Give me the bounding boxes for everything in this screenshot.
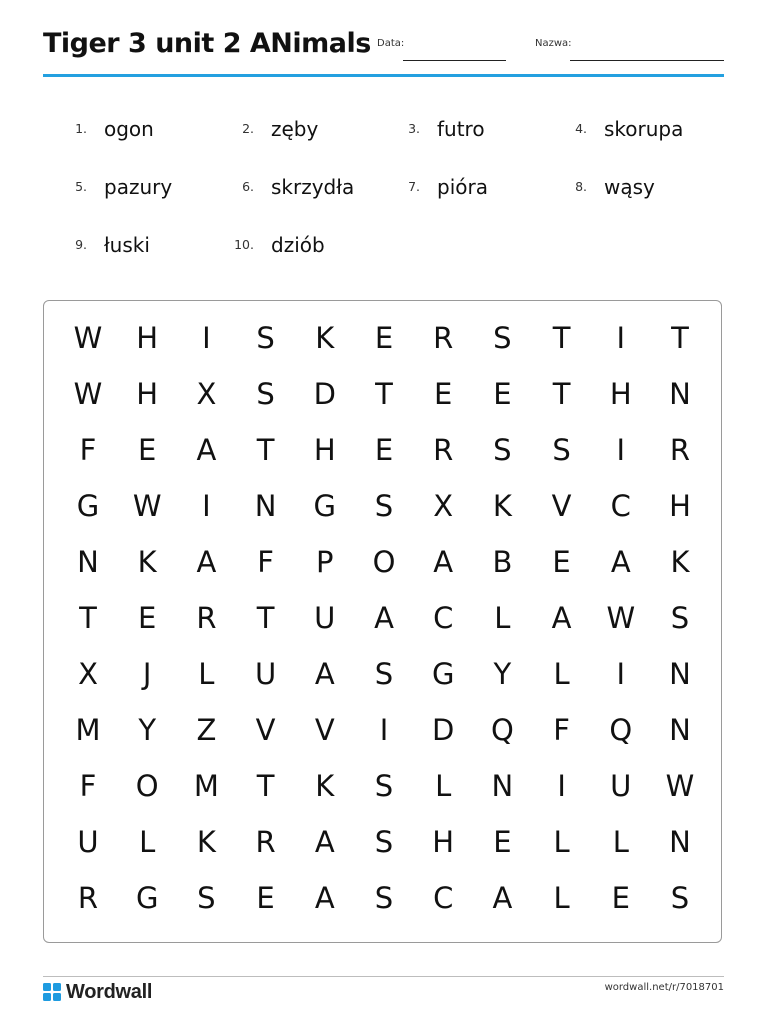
- grid-cell[interactable]: N: [669, 657, 691, 691]
- grid-cell[interactable]: I: [202, 489, 211, 523]
- word-list-item: [376, 173, 536, 203]
- grid-cell[interactable]: G: [313, 489, 337, 523]
- grid-cell[interactable]: S: [374, 489, 394, 523]
- word-text: łuski: [104, 233, 150, 257]
- grid-cell[interactable]: N: [669, 713, 691, 747]
- word-text: pazury: [104, 175, 173, 199]
- grid-cell[interactable]: T: [552, 321, 571, 355]
- grid-cell[interactable]: N: [77, 545, 99, 579]
- word-list-item: [210, 231, 370, 261]
- grid-cell[interactable]: G: [135, 881, 159, 915]
- word-number: 5.: [75, 179, 87, 194]
- word-list-item: [543, 115, 703, 145]
- grid-row: [44, 478, 721, 534]
- grid-cell[interactable]: T: [256, 601, 275, 635]
- grid-cell[interactable]: N: [491, 769, 514, 803]
- word-list-item: [543, 173, 703, 203]
- grid-cell[interactable]: S: [256, 377, 275, 411]
- grid-cell[interactable]: K: [492, 489, 512, 523]
- grid-cell[interactable]: A: [551, 601, 572, 635]
- word-search-grid: [43, 300, 722, 943]
- grid-row: [44, 534, 721, 590]
- grid-cell[interactable]: Y: [493, 657, 512, 691]
- grid-cell[interactable]: H: [609, 377, 632, 411]
- grid-cell[interactable]: X: [78, 657, 98, 691]
- grid-row: [44, 870, 721, 926]
- word-text: wąsy: [604, 175, 655, 199]
- word-number: 3.: [408, 121, 420, 136]
- grid-cell[interactable]: E: [138, 433, 157, 467]
- grid-cell[interactable]: H: [136, 377, 159, 411]
- grid-cell[interactable]: P: [316, 545, 334, 579]
- grid-cell[interactable]: S: [374, 657, 394, 691]
- grid-cell[interactable]: W: [606, 601, 636, 635]
- grid-cell[interactable]: W: [132, 489, 162, 523]
- grid-cell[interactable]: I: [616, 433, 626, 467]
- grid-row: [44, 646, 721, 702]
- grid-cell[interactable]: G: [431, 657, 455, 691]
- grid-cell[interactable]: L: [435, 769, 452, 803]
- word-text: skrzydła: [271, 175, 355, 199]
- grid-cell[interactable]: E: [434, 377, 453, 411]
- word-number: 2.: [242, 121, 254, 136]
- word-number: 7.: [408, 179, 420, 194]
- grid-cell[interactable]: L: [553, 657, 570, 691]
- grid-cell[interactable]: I: [616, 657, 626, 691]
- grid-cell[interactable]: W: [665, 769, 695, 803]
- grid-cell[interactable]: E: [552, 545, 571, 579]
- word-number: 9.: [75, 237, 87, 252]
- grid-cell[interactable]: E: [493, 825, 512, 859]
- grid-cell[interactable]: K: [670, 545, 690, 579]
- grid-cell[interactable]: N: [669, 377, 691, 411]
- grid-cell[interactable]: E: [611, 881, 630, 915]
- grid-cell[interactable]: S: [197, 881, 216, 915]
- grid-cell[interactable]: V: [255, 713, 276, 747]
- grid-cell[interactable]: K: [315, 769, 335, 803]
- grid-cell[interactable]: C: [610, 489, 631, 523]
- grid-row: [44, 814, 721, 870]
- grid-cell[interactable]: Z: [196, 713, 217, 747]
- grid-cell[interactable]: F: [553, 713, 570, 747]
- grid-cell[interactable]: L: [553, 881, 570, 915]
- word-list-item: [43, 115, 203, 145]
- word-text: skorupa: [604, 117, 684, 141]
- grid-cell[interactable]: A: [492, 881, 513, 915]
- grid-cell[interactable]: T: [256, 769, 275, 803]
- grid-cell[interactable]: E: [493, 377, 512, 411]
- grid-cell[interactable]: B: [492, 545, 513, 579]
- grid-cell[interactable]: W: [73, 377, 103, 411]
- word-list-item: [210, 173, 370, 203]
- grid-cell[interactable]: Q: [490, 713, 514, 747]
- grid-cell[interactable]: A: [314, 657, 335, 691]
- word-list-item: [376, 115, 536, 145]
- word-number: 6.: [242, 179, 254, 194]
- page-title: Tiger 3 unit 2 ANimals: [43, 28, 371, 59]
- name-field-line: [570, 60, 724, 61]
- word-text: pióra: [437, 175, 488, 199]
- grid-cell[interactable]: T: [375, 377, 393, 411]
- grid-cell[interactable]: F: [257, 545, 274, 579]
- grid-cell[interactable]: X: [196, 377, 217, 411]
- grid-cell[interactable]: S: [374, 881, 394, 915]
- word-text: dziób: [271, 233, 325, 257]
- grid-cell[interactable]: W: [73, 321, 103, 355]
- grid-cell[interactable]: S: [552, 433, 571, 467]
- word-text: zęby: [271, 117, 319, 141]
- grid-cell[interactable]: J: [142, 657, 152, 691]
- word-list-item: [43, 231, 203, 261]
- grid-cell[interactable]: A: [196, 545, 217, 579]
- grid-cell[interactable]: H: [669, 489, 691, 523]
- word-number: 8.: [575, 179, 587, 194]
- grid-cell[interactable]: S: [670, 881, 690, 915]
- logo-text: Wordwall: [66, 980, 153, 1003]
- header-divider: [43, 74, 724, 77]
- word-list-item: [210, 115, 370, 145]
- grid-cell[interactable]: H: [136, 321, 159, 355]
- grid-cell[interactable]: K: [315, 321, 335, 355]
- grid-cell[interactable]: D: [313, 377, 336, 411]
- grid-cell[interactable]: K: [196, 825, 216, 859]
- grid-cell[interactable]: I: [379, 713, 389, 747]
- grid-cell[interactable]: K: [137, 545, 157, 579]
- grid-row: [44, 310, 721, 366]
- grid-cell[interactable]: O: [135, 769, 159, 803]
- grid-cell[interactable]: S: [493, 321, 512, 355]
- grid-cell[interactable]: R: [669, 433, 691, 467]
- grid-row: [44, 422, 721, 478]
- grid-cell[interactable]: G: [76, 489, 100, 523]
- grid-cell[interactable]: H: [432, 825, 455, 859]
- word-list-item: [43, 173, 203, 203]
- grid-cell[interactable]: L: [494, 601, 511, 635]
- grid-cell[interactable]: X: [433, 489, 454, 523]
- footer-url: wordwall.net/r/7018701: [604, 982, 724, 993]
- grid-cell[interactable]: A: [610, 545, 631, 579]
- worksheet-header: [43, 24, 724, 78]
- grid-cell[interactable]: L: [553, 825, 570, 859]
- grid-cell[interactable]: E: [138, 601, 157, 635]
- date-label: Data:: [377, 38, 405, 49]
- grid-cell[interactable]: A: [433, 545, 454, 579]
- grid-cell[interactable]: L: [198, 657, 215, 691]
- grid-cell[interactable]: L: [612, 825, 629, 859]
- grid-cell[interactable]: T: [552, 377, 571, 411]
- word-number: 4.: [575, 121, 587, 136]
- grid-cell[interactable]: L: [139, 825, 156, 859]
- grid-cell[interactable]: S: [670, 601, 690, 635]
- word-number: 1.: [75, 121, 87, 136]
- grid-cell[interactable]: R: [433, 433, 454, 467]
- grid-cell[interactable]: D: [432, 713, 455, 747]
- grid-cell[interactable]: I: [202, 321, 211, 355]
- grid-cell[interactable]: E: [374, 321, 394, 355]
- grid-cell[interactable]: N: [254, 489, 277, 523]
- grid-cell[interactable]: A: [314, 825, 335, 859]
- word-text: futro: [437, 117, 485, 141]
- grid-cell[interactable]: U: [77, 825, 99, 859]
- grid-cell[interactable]: R: [196, 601, 217, 635]
- grid-cell[interactable]: U: [254, 657, 277, 691]
- grid-row: [44, 702, 721, 758]
- grid-cell[interactable]: H: [313, 433, 336, 467]
- grid-cell[interactable]: R: [77, 881, 99, 915]
- grid-cell[interactable]: S: [374, 769, 394, 803]
- grid-cell[interactable]: A: [314, 881, 335, 915]
- grid-cell[interactable]: U: [314, 601, 336, 635]
- grid-cell[interactable]: A: [374, 601, 394, 635]
- grid-cell[interactable]: O: [372, 545, 396, 579]
- word-text: ogon: [104, 117, 154, 141]
- wordwall-logo-icon: [43, 983, 62, 1002]
- grid-cell[interactable]: V: [314, 713, 335, 747]
- grid-cell[interactable]: S: [256, 321, 275, 355]
- grid-cell[interactable]: V: [551, 489, 572, 523]
- grid-cell[interactable]: U: [610, 769, 632, 803]
- grid-cell[interactable]: F: [79, 769, 97, 803]
- grid-cell[interactable]: M: [75, 713, 101, 747]
- footer-divider: [43, 976, 724, 977]
- grid-cell[interactable]: S: [374, 825, 394, 859]
- name-label: Nazwa:: [535, 38, 572, 49]
- grid-cell[interactable]: T: [79, 601, 97, 635]
- word-number: 10.: [234, 237, 254, 252]
- grid-cell[interactable]: Q: [609, 713, 633, 747]
- grid-row: [44, 758, 721, 814]
- grid-cell[interactable]: Y: [138, 713, 157, 747]
- grid-cell[interactable]: M: [193, 769, 219, 803]
- grid-row: [44, 366, 721, 422]
- grid-cell[interactable]: C: [433, 601, 454, 635]
- grid-cell[interactable]: T: [671, 321, 689, 355]
- grid-cell[interactable]: S: [493, 433, 512, 467]
- grid-cell[interactable]: R: [433, 321, 454, 355]
- grid-cell[interactable]: A: [196, 433, 217, 467]
- date-field-line: [403, 60, 506, 61]
- grid-cell[interactable]: E: [374, 433, 394, 467]
- wordwall-logo: [43, 982, 152, 1002]
- grid-cell[interactable]: E: [256, 881, 275, 915]
- grid-cell[interactable]: I: [557, 769, 566, 803]
- grid-cell[interactable]: I: [616, 321, 626, 355]
- grid-cell[interactable]: C: [433, 881, 454, 915]
- grid-cell[interactable]: R: [255, 825, 276, 859]
- grid-row: [44, 590, 721, 646]
- grid-cell[interactable]: F: [79, 433, 97, 467]
- grid-cell[interactable]: N: [669, 825, 691, 859]
- grid-cell[interactable]: T: [256, 433, 275, 467]
